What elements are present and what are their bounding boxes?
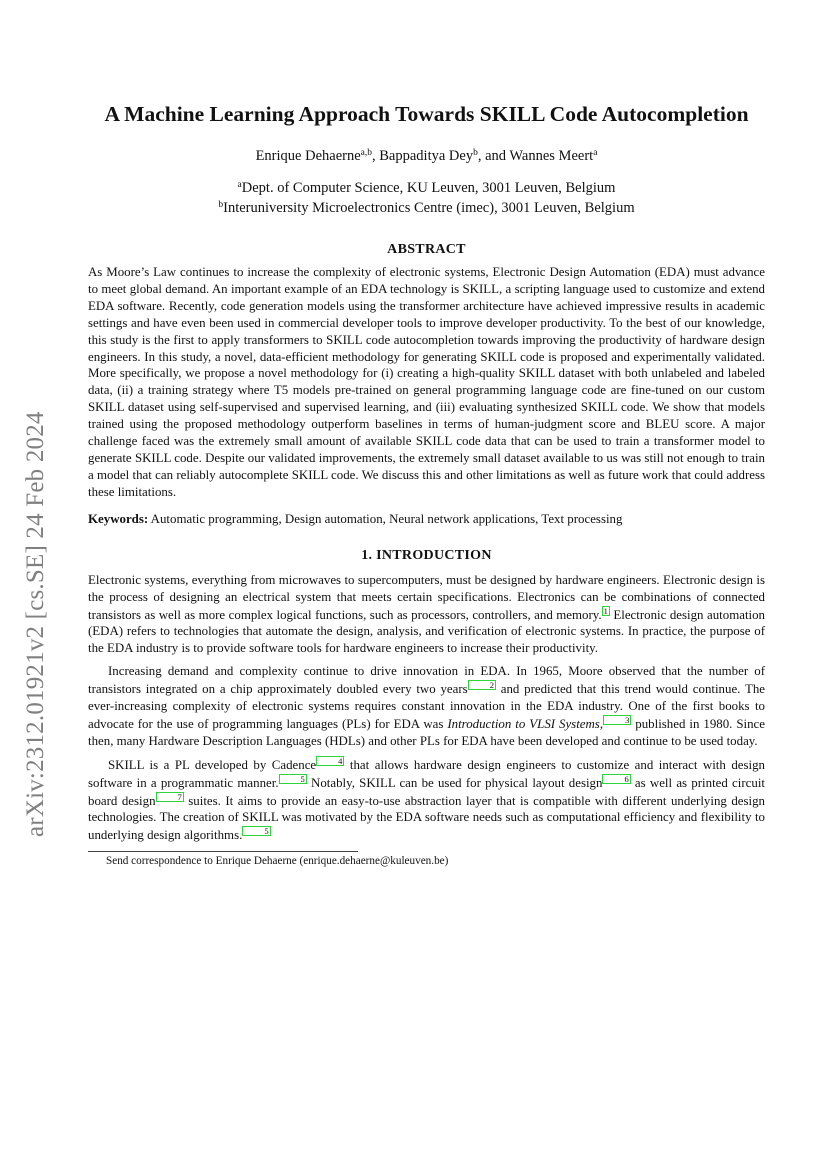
author-separator: , [372, 148, 380, 164]
citation-link[interactable]: 5 [242, 826, 270, 836]
citation-link[interactable]: 4 [316, 756, 344, 766]
citation-link[interactable]: 3 [603, 715, 631, 725]
affiliation-mark: a [237, 180, 242, 190]
introduction-body [88, 572, 765, 845]
paragraph-text: , [599, 716, 604, 731]
correspondence-footnote: Send correspondence to Enrique Dehaerne (enrique.dehaerne@kuleuven.be) [106, 855, 449, 868]
intro-paragraph [88, 756, 765, 845]
keywords-label: Keywords: [88, 511, 149, 526]
author-affiliation-mark: b [473, 148, 478, 158]
keywords-text: Automatic programming, Design automation, Neural network applications, Text processing [150, 511, 623, 526]
citation-link[interactable]: 5 [279, 774, 307, 784]
paragraph-text: Notably, SKILL can be used for physical layout design [306, 775, 603, 790]
author-separator: , and [477, 148, 510, 164]
citation-link[interactable]: 7 [156, 792, 184, 802]
paragraph-text: SKILL is a PL developed by Cadence [108, 757, 317, 772]
abstract-heading: ABSTRACT [387, 242, 466, 257]
keywords-line [88, 511, 765, 528]
citation-link[interactable]: 6 [602, 774, 630, 784]
paragraph-text: Electronic design automation (EDA) refers to technologies that automate the design, analysis, and verification of electronic systems. In practice, the purpose of the EDA industry is to provide software tools for hardware engineers to increase their productivity. [88, 607, 765, 656]
arxiv-identifier: arXiv:2312.01921v2 [cs.SE] 24 Feb 2024 [22, 411, 49, 837]
author-name: Wannes Meert [509, 148, 594, 164]
paragraph-text: Increasing demand and complexity continue to drive innovation in EDA. In 1965, Moore observed that the number of transistors integrated on a chip approximately doubled every two years [88, 664, 765, 697]
citation-link[interactable]: 1 [603, 605, 608, 616]
abstract-text: As Moore’s Law continues to increase the complexity of electronic systems, Electronic Design Automation (EDA) must advance to meet global demand. An important example of an EDA technology is SKILL, a scripting language used to customize and extend EDA software. Recently, code generation models using the transformer architecture have achieved impressive results in academic settings and have even been used in commercial developer tools to improve developer productivity. To the best of our knowledge, this study is the first to apply transformers to SKILL code autocompletion towards improving the productivity of hardware design engineers. In this study, a novel, data-efficient methodology for generating SKILL code is proposed and experimentally validated. More specifically, we propose a novel methodology for (i) creating a high-quality SKILL dataset with both unlabeled and labeled data, (ii) a training strategy where T5 models pre-trained on general programming language code are fine-tuned on our custom SKILL dataset using self-supervised and supervised learning, and (iii) evaluating synthesized SKILL code. We show that models trained using the proposed methodology outperform baselines in terms of human-judgment score and BLEU score. A major challenge faced was the extremely small amount of available SKILL code data that can be used to train a transformer model to generate SKILL code. Despite our validated improvements, the extremely small dataset available to us was still not enough to train a model that can reliably autocomplete SKILL code. We discuss this and other limitations as well as future work that could address these limitations. [88, 265, 765, 499]
paper-content [88, 0, 765, 869]
affiliation-text: Dept. of Computer Science, KU Leuven, 3001 Leuven, Belgium [241, 180, 616, 196]
author-affiliation-mark: a,b [360, 148, 372, 158]
citation-link[interactable]: 2 [468, 680, 496, 690]
book-title: Introduction to VLSI Systems [447, 716, 600, 731]
paper-title: A Machine Learning Approach Towards SKILL Code Autocompletion [104, 102, 749, 126]
paragraph-text: and predicted that this trend would continue. The ever-increasing complexity of electronic systems requires constant innovation in the EDA industry. One of the first books to advocate for the use of programming languages (PLs) for EDA was [88, 682, 765, 731]
paragraph-text: suites. It aims to provide an easy-to-use abstraction layer that is compatible with different underlying design technologies. The creation of SKILL was motivated by the EDA software needs such as computational efficiency and flexibility to underlying design algorithms. [88, 793, 765, 843]
author-affiliation-mark: a [593, 148, 598, 158]
intro-paragraph [88, 572, 765, 658]
paragraph-text: as well as printed circuit board design [88, 775, 765, 808]
affiliation-line [88, 198, 765, 218]
paragraph-text: Electronic systems, everything from microwaves to supercomputers, must be designed by hardware engineers. Electronic design is the process of designing an electrical system that meets certain specifications. Electronics can be combinations of connected transistors as well as more complex logical functions, such as processors, controllers, and memory. [88, 572, 765, 622]
affiliation-text: Interuniversity Microelectronics Centre (imec), 3001 Leuven, Belgium [223, 200, 635, 216]
author-name: Bappaditya Dey [379, 148, 474, 164]
paragraph-text: that allows hardware design engineers to customize and interact with design software in a programmatic manner. [88, 757, 765, 790]
affiliation-mark: b [218, 200, 224, 210]
affiliation-line [88, 178, 765, 198]
introduction-heading: 1. INTRODUCTION [361, 547, 492, 563]
affiliation-list [88, 178, 765, 218]
author-list [88, 146, 765, 166]
author-name: Enrique Dehaerne [255, 148, 361, 164]
footnote-rule [88, 851, 358, 852]
paragraph-text: published in 1980. Since then, many Hardware Description Languages (HDLs) and other PLs for EDA have been developed and continue to be used today. [88, 716, 765, 748]
intro-paragraph [88, 663, 765, 750]
